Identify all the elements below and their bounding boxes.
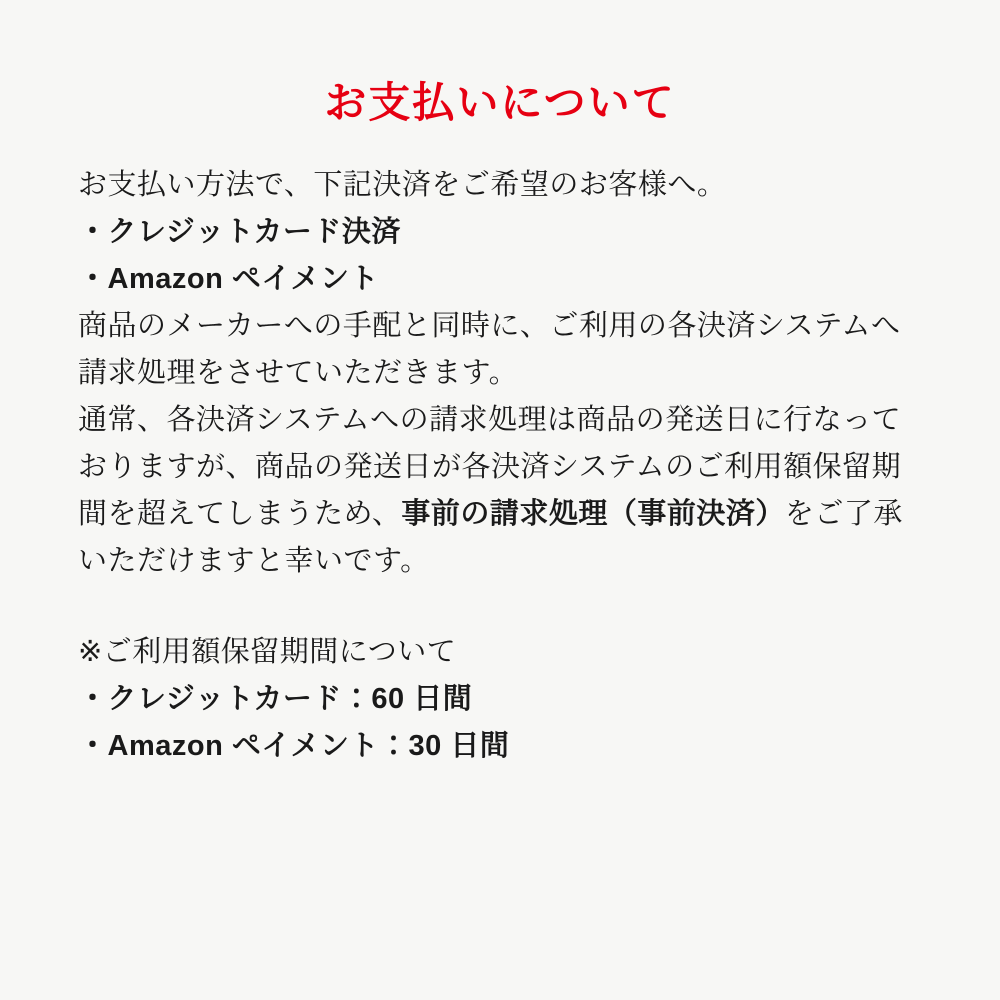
billing-paragraph: 商品のメーカーへの手配と同時に、ご利用の各決済システムへ請求処理をさせていただきます。 <box>78 310 901 390</box>
intro-text: お支払い方法で、下記決済をご希望のお客様へ。 <box>78 169 727 202</box>
payment-method-amazon-pay: ・Amazon ペイメント <box>78 263 380 296</box>
prepayment-text-part1: 通常、各決済システムへの請求処理は商品の発送日に行なっておりますが、商品の発送日が各決済システムのご利用額保留期間を超えてしまうため、 <box>78 404 902 531</box>
prepayment-text-part2: をご了承いただけますと幸いです。 <box>78 498 903 578</box>
prepayment-paragraph <box>78 397 922 585</box>
prepayment-emphasis: 事前の請求処理（事前決済） <box>401 498 785 531</box>
note-item-amazon-pay: ・Amazon ペイメント：30 日間 <box>78 730 510 763</box>
document-body <box>78 162 922 770</box>
page-title: お支払いについて <box>324 79 676 126</box>
payment-method-credit-card: ・クレジットカード決済 <box>78 216 401 249</box>
notes-section <box>78 629 922 770</box>
note-item-credit-card: ・クレジットカード：60 日間 <box>78 683 473 716</box>
section-spacer <box>78 585 922 629</box>
note-heading: ※ご利用額保留期間について <box>78 636 457 669</box>
